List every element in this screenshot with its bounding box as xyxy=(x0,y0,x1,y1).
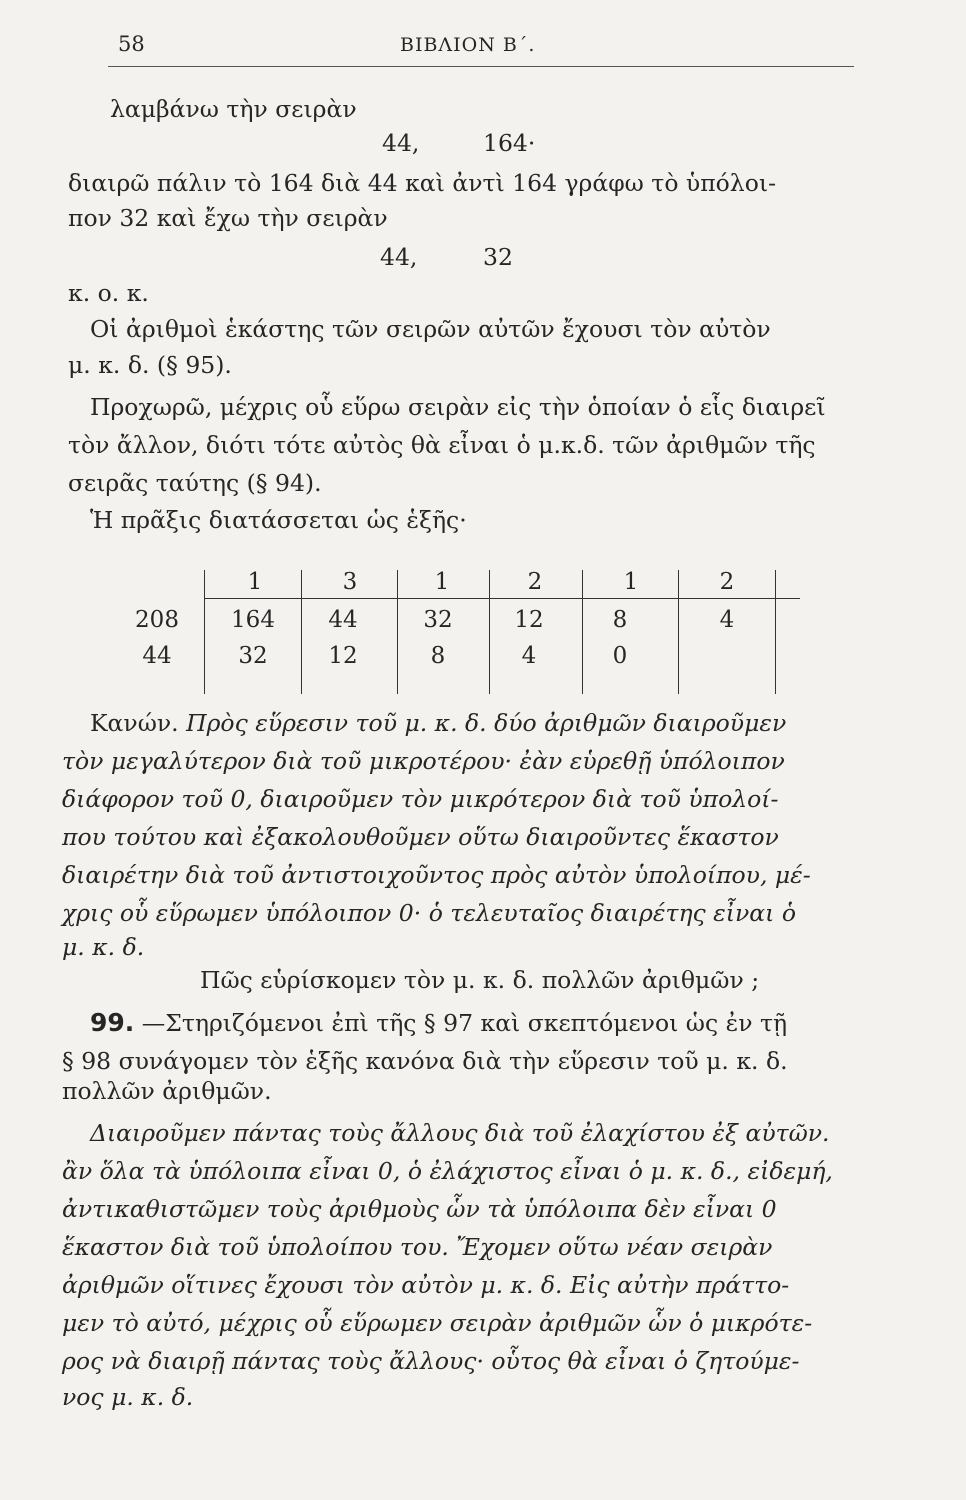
dividend: 8 xyxy=(612,607,628,633)
rule2-line: ἀντικαθιστῶμεν τοὺς ἀριθμοὺς ὧν τὰ ὑπόλοιπα δὲν εἶναι 0 xyxy=(62,1195,777,1223)
series-value: 44, xyxy=(380,243,418,271)
rule-text: Πρὸς εὕρεσιν τοῦ μ. κ. δ. δύο ἀριθμῶν διαιροῦμεν xyxy=(186,709,787,737)
rule2-line: μεν τὸ αὐτό, μέχρις οὗ εὕρωμεν σειρὰν ἀριθμῶν ὧν ὁ μικρότε- xyxy=(62,1309,813,1337)
text-line: Ἡ πρᾶξις διατάσσεται ὡς ἑξῆς· xyxy=(90,506,467,534)
quotient: 1 xyxy=(623,569,639,595)
quotient: 2 xyxy=(719,569,735,595)
text-line: τὸν ἄλλον, διότι τότε αὐτὸς θὰ εἶναι ὁ μ.κ.δ. τῶν ἀριθμῶν τῆς xyxy=(68,431,816,459)
remainder: 12 xyxy=(328,643,358,669)
remainder: 44 xyxy=(142,643,172,669)
rule-line: τὸν μεγαλύτερον διὰ τοῦ μικροτέρου· ἐὰν εὑρεθῇ ὑπόλοιπον xyxy=(62,747,785,775)
rule2-line: ἕκαστον διὰ τοῦ ὑπολοίπου του. Ἔχομεν οὕτω νέαν σειρὰν xyxy=(62,1233,773,1261)
rule-line: χρις οὗ εὕρωμεν ὑπόλοιπον 0· ὁ τελευταῖος διαιρέτης εἶναι ὁ xyxy=(62,899,796,927)
dividend: 208 xyxy=(135,607,179,633)
rule-line: διάφορον τοῦ 0, διαιροῦμεν τὸν μικρότερον διὰ τοῦ ὑπολοί- xyxy=(62,785,779,813)
text-line: μ. κ. δ. (§ 95). xyxy=(68,351,232,379)
remainder: 0 xyxy=(612,643,628,669)
quotient: 1 xyxy=(434,569,450,595)
quotient: 1 xyxy=(247,569,263,595)
rule-line xyxy=(90,708,786,738)
rule-line: που τούτου καὶ ἐξακολουθοῦμεν οὕτω διαιροῦντες ἕκαστον xyxy=(62,823,779,851)
rule2-line: ἂν ὅλα τὰ ὑπόλοιπα εἶναι 0, ὁ ἐλάχιστος εἶναι ὁ μ. κ. δ., εἰδεμή, xyxy=(62,1157,833,1185)
section-text: —Στηριζόμενοι ἐπὶ τῆς § 97 καὶ σκεπτόμενοι ὡς ἐν τῇ xyxy=(141,1009,788,1037)
rule-line: μ. κ. δ. xyxy=(62,933,145,961)
remainder: 4 xyxy=(521,643,537,669)
rule-line: διαιρέτην διὰ τοῦ ἀντιστοιχοῦντος πρὸς αὐτὸν ὑπολοίπου, μέ- xyxy=(62,861,811,889)
dividend: 12 xyxy=(514,607,544,633)
dividend: 44 xyxy=(328,607,358,633)
quotient: 3 xyxy=(342,569,358,595)
rule-lead: Κανών. xyxy=(90,709,179,737)
text-line: λαμβάνω τὴν σειρὰν xyxy=(110,95,357,123)
dividend: 164 xyxy=(231,607,275,633)
page-header xyxy=(0,26,966,68)
remainder: 32 xyxy=(238,643,268,669)
text-line: διαιρῶ πάλιν τὸ 164 διὰ 44 καὶ ἀντὶ 164 γράφω τὸ ὑπόλοι- xyxy=(68,169,777,197)
dividend: 4 xyxy=(719,607,735,633)
series-value: 44, xyxy=(382,129,420,157)
question-heading: Πῶς εὑρίσκομεν τὸν μ. κ. δ. πολλῶν ἀριθμῶν ; xyxy=(200,966,760,994)
section-line xyxy=(90,1008,787,1038)
rule2-line: Διαιροῦμεν πάντας τοὺς ἄλλους διὰ τοῦ ἐλαχίστου ἐξ αὐτῶν. xyxy=(90,1119,830,1147)
text-line: σειρᾶς ταύτης (§ 94). xyxy=(68,469,322,497)
text-line: Προχωρῶ, μέχρις οὗ εὕρω σειρὰν εἰς τὴν ὁποίαν ὁ εἷς διαιρεῖ xyxy=(90,393,826,421)
series-value: 32 xyxy=(483,243,513,271)
running-title: ΒΙΒΛΙΟΝ Β΄. xyxy=(400,34,536,56)
header-rule xyxy=(108,66,854,67)
dividend: 32 xyxy=(423,607,453,633)
text-line: πον 32 καὶ ἔχω τὴν σειρὰν xyxy=(68,204,388,232)
section-number: 99. xyxy=(90,1008,135,1037)
text-line: Οἱ ἀριθμοὶ ἑκάστης τῶν σειρῶν αὐτῶν ἔχουσι τὸν αὐτὸν xyxy=(90,315,771,343)
remainder: 8 xyxy=(430,643,446,669)
rule2-line: ρος νὰ διαιρῇ πάντας τοὺς ἄλλους· οὗτος θὰ εἶναι ὁ ζητούμε- xyxy=(62,1347,800,1375)
text-line: κ. ο. κ. xyxy=(68,279,149,307)
rule2-line: νος μ. κ. δ. xyxy=(62,1383,194,1411)
page-number: 58 xyxy=(118,32,145,56)
series-value: 164· xyxy=(483,129,536,157)
division-table xyxy=(120,560,800,694)
rule2-line: ἀριθμῶν οἵτινες ἔχουσι τὸν αὐτὸν μ. κ. δ. Εἰς αὐτὴν πράττο- xyxy=(62,1271,790,1299)
section-line: πολλῶν ἀριθμῶν. xyxy=(62,1077,272,1105)
section-line: § 98 συνάγομεν τὸν ἑξῆς κανόνα διὰ τὴν εὕρεσιν τοῦ μ. κ. δ. xyxy=(62,1047,788,1075)
quotient: 2 xyxy=(527,569,543,595)
